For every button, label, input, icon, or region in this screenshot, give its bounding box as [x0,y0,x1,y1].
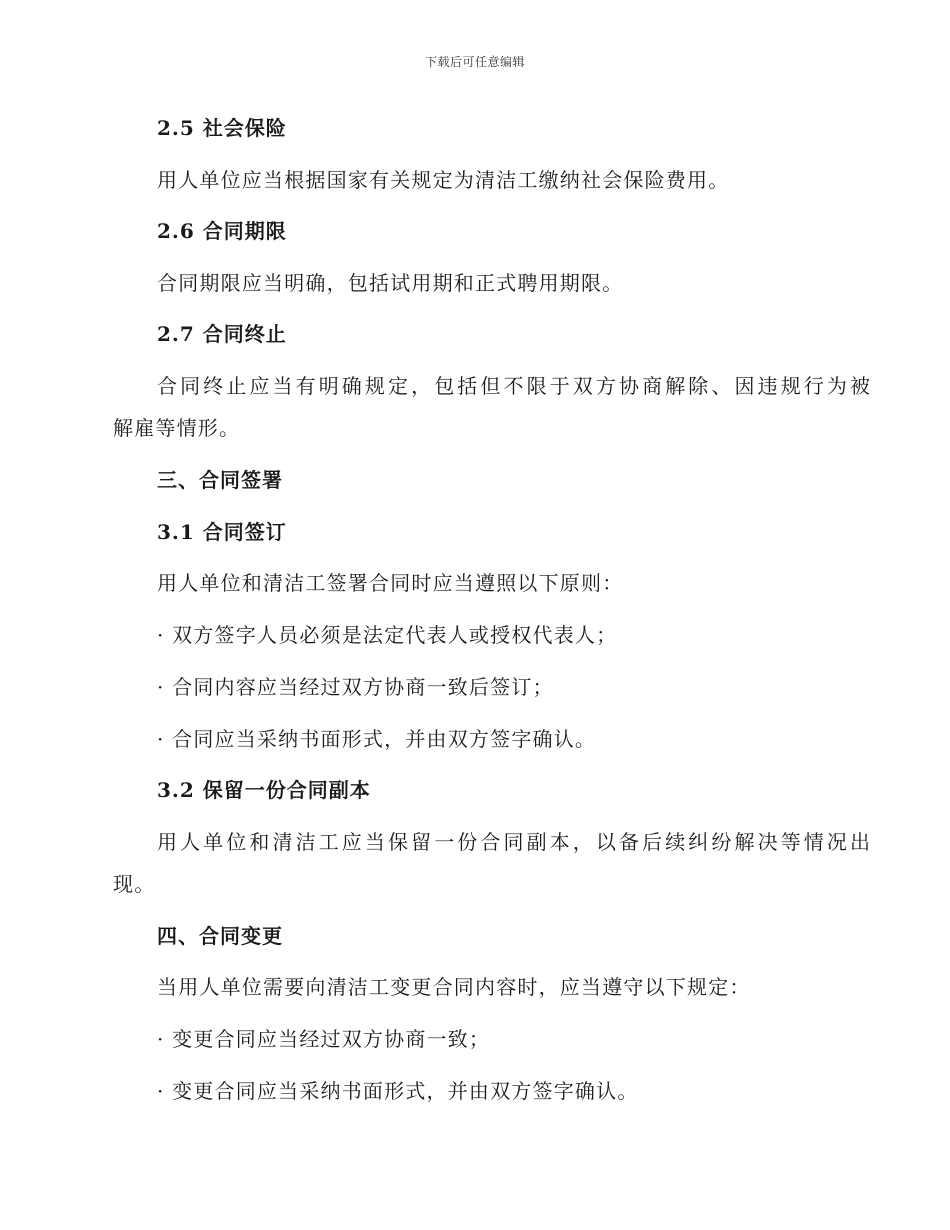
section-2-5-text: 用人单位应当根据国家有关规定为清洁工缴纳社会保险费用。 [157,168,730,192]
section-2-7-text-line-1: 合同终止应当有明确规定，包括但不限于双方协商解除、因违规行为被 [157,374,874,398]
section-2-6-text: 合同期限应当明确，包括试用期和正式聘用期限。 [157,271,624,295]
section-3-2-text-line-1: 用人单位和清洁工应当保留一份合同副本，以备后续纠纷解决等情况出 [157,830,874,854]
list-item: · 合同应当采纳书面形式，并由双方签字确认。 [157,727,597,751]
section-2-5-heading: 2.5 社会保险 [157,116,287,140]
section-4-heading: 四、合同变更 [157,924,283,948]
section-3-2-heading: 3.2 保留一份合同副本 [157,778,371,802]
list-item: · 合同内容应当经过双方协商一致后签订； [157,675,554,699]
section-3-heading: 三、合同签署 [157,468,283,492]
section-3-2-text-line-2: 现。 [113,872,156,896]
section-4-intro: 当用人单位需要向清洁工变更合同内容时，应当遵守以下规定： [157,975,751,999]
page-header: 下载后可任意编辑 [424,55,525,69]
section-2-7-text-line-2: 解雇等情形。 [113,416,241,440]
list-item: · 变更合同应当采纳书面形式，并由双方签字确认。 [157,1079,639,1103]
section-3-1-intro: 用人单位和清洁工签署合同时应当遵照以下原则： [157,571,624,595]
section-3-1-heading: 3.1 合同签订 [157,520,287,544]
list-item: · 变更合同应当经过双方协商一致； [157,1027,491,1051]
section-2-7-heading: 2.7 合同终止 [157,322,287,346]
list-item: · 双方签字人员必须是法定代表人或授权代表人； [157,623,618,647]
section-2-6-heading: 2.6 合同期限 [157,219,287,243]
